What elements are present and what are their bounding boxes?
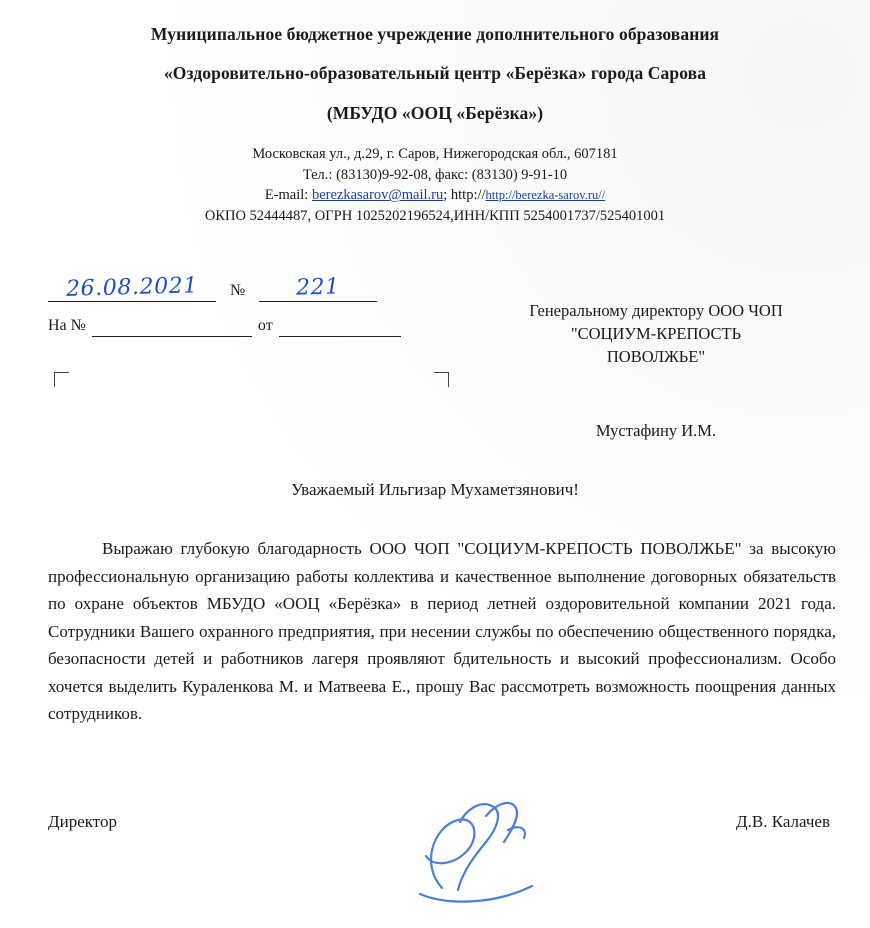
organization-name-line-1: Муниципальное бюджетное учреждение дополнительного образования	[150, 24, 720, 44]
registration-codes: ОКПО 52444487, ОГРН 1025202196524,ИНН/КПП 5254001737/525401001	[204, 207, 666, 224]
addressee-name: Мустафину И.М.	[595, 421, 717, 441]
date-field[interactable]	[48, 275, 216, 302]
postal-address: Московская ул., д.29, г. Саров, Нижегородская обл., 607181	[252, 146, 618, 163]
contact-block	[38, 144, 832, 226]
organization-name-line-2: «Оздоровительно-образовательный центр «Берёзка» города Сарова	[163, 63, 707, 84]
reference-date-number-row	[48, 268, 468, 302]
handwritten-signature-icon	[400, 790, 580, 915]
phone-fax: Тел.: (83130)9-92-08, факс: (83130) 9-91-10	[302, 166, 568, 183]
email-link[interactable]: berezkasarov@mail.ru	[311, 187, 444, 204]
website-link[interactable]: http://berezka-sarov.ru//	[485, 188, 606, 203]
signer-role: Директор	[48, 812, 117, 831]
signer-name: Д.В. Калачев	[736, 812, 830, 831]
letterhead	[0, 0, 870, 226]
letter-body	[48, 535, 836, 728]
number-symbol-label: №	[230, 282, 246, 299]
bracket-right-mark	[434, 372, 449, 387]
email-separator: ; http://	[443, 187, 486, 204]
organization-short-name: (МБУДО «ООЦ «Берёзка»)	[326, 102, 544, 123]
email-row	[38, 185, 832, 206]
bracket-left-mark	[54, 372, 69, 387]
addressee-line-1: Генеральному директору ООО ЧОП	[529, 301, 783, 320]
address-frame-marks	[48, 364, 448, 390]
addressee-line-3: ПОВОЛЖЬЕ"	[606, 346, 706, 366]
from-date-blank-line[interactable]	[279, 322, 401, 337]
addressee-line-2: "СОЦИУМ-КРЕПОСТЬ	[570, 323, 742, 343]
reference-block	[48, 268, 468, 337]
signature-row	[48, 812, 830, 832]
number-handwritten-value: 221	[296, 274, 341, 301]
number-field[interactable]	[259, 275, 377, 302]
letter-body-paragraph: Выражаю глубокую благодарность ООО ЧОП "СОЦИУМ-КРЕПОСТЬ ПОВОЛЖЬЕ" за высокую профессиональную организацию работы коллектива и качественное выполнение договорных обязательств по охране объектов МБУДО «ООЦ «Берёзка» в период летней оздоровительной компании 2021 года. Сотрудники Вашего охранного предприятия, при несении службы по обеспечению общественного порядка, безопасности детей и работников лагеря проявляют бдительность и высокий профессионализм. Особо хочется выделить Кураленкова М. и Матвеева Е., прошу Вас рассмотреть возможность поощрения данных сотрудников.	[48, 539, 836, 724]
on-number-label: На №	[48, 317, 86, 334]
from-label: от	[257, 317, 273, 334]
addressee-block	[470, 300, 842, 443]
email-label: E-mail:	[264, 187, 309, 204]
date-handwritten-value: 26.08.2021	[65, 273, 199, 302]
on-number-blank-line[interactable]	[92, 322, 252, 337]
incoming-reference-row	[48, 315, 468, 337]
salutation: Уважаемый Ильгизар Мухаметзянович!	[291, 480, 579, 499]
